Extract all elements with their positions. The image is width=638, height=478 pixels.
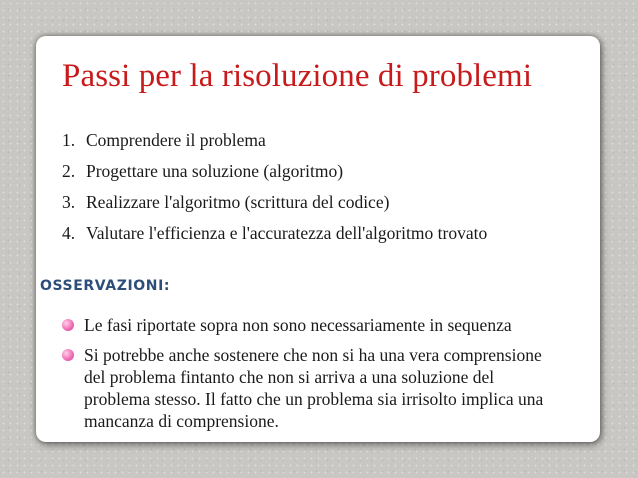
- step-item: [62, 156, 487, 187]
- slide-title: Passi per la risoluzione di problemi: [62, 58, 533, 94]
- step-text: Progettare una soluzione (algoritmo): [86, 161, 344, 181]
- bullet-icon: [62, 349, 74, 361]
- step-text: Valutare l'efficienza e l'accuratezza dell'algoritmo trovato: [86, 223, 488, 243]
- bullet-icon: [62, 319, 74, 331]
- step-item: [62, 187, 487, 218]
- step-item: [62, 125, 487, 156]
- step-number: 4.: [62, 223, 76, 243]
- observations-list: [62, 314, 562, 440]
- step-number: 2.: [62, 161, 76, 181]
- observation-text: Si potrebbe anche sostenere che non si ha una vera comprensione del problema fintanto che non si arriva a una soluzione del problema stesso. Il fatto che un problema sia irrisolto implica una mancanza di comprensione.: [84, 345, 544, 431]
- observation-text: Le fasi riportate sopra non sono necessariamente in sequenza: [84, 315, 512, 335]
- observation-item: [62, 314, 562, 336]
- step-number: 3.: [62, 192, 76, 212]
- steps-list: [62, 125, 487, 249]
- observation-item: [62, 344, 562, 432]
- step-text: Realizzare l'algoritmo (scrittura del codice): [86, 192, 390, 212]
- step-text: Comprendere il problema: [86, 130, 266, 150]
- observations-heading: OSSERVAZIONI:: [40, 278, 171, 294]
- step-number: 1.: [62, 130, 76, 150]
- step-item: [62, 218, 487, 249]
